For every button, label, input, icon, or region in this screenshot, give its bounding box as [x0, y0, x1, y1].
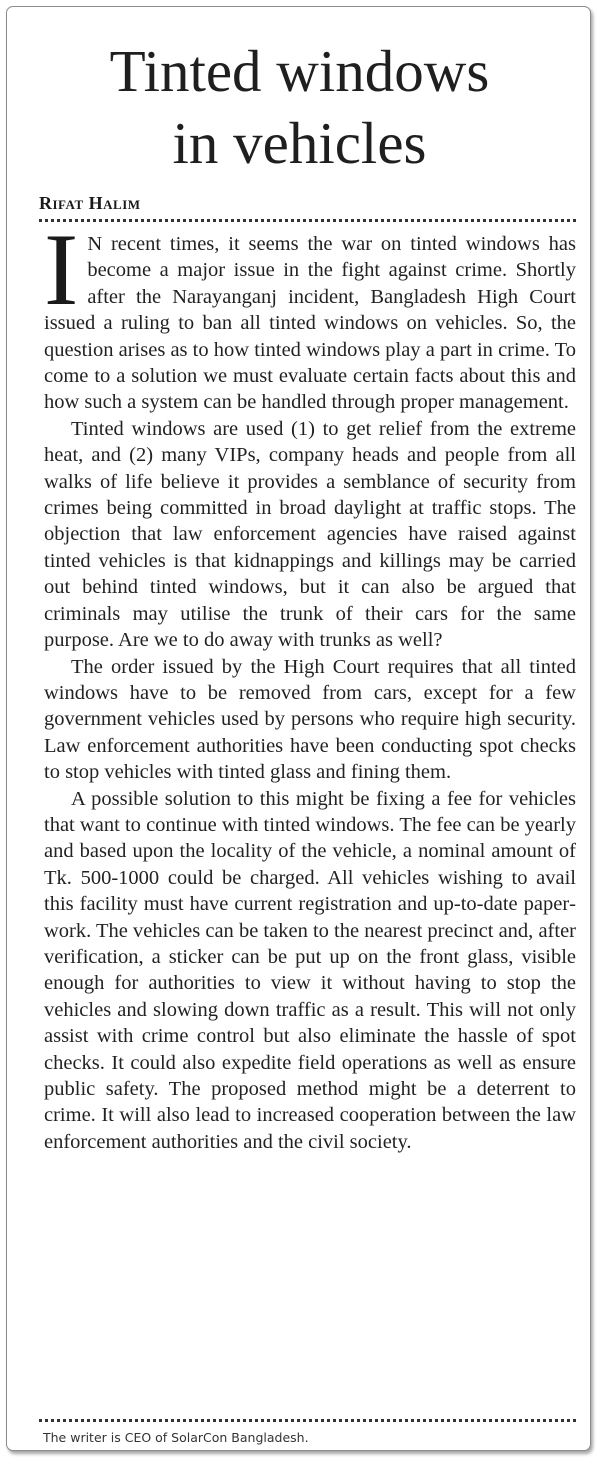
paragraph-2: Tinted windows are used (1) to get relief from the extreme heat, and (2) many VIPs, company heads and people from all walks of life believe it provides a semblance of security from crimes being committed in broad daylight at traffic stops. The objection that law enforcement agencies have raised against tinted vehicles is that kidnappings and killings may be carried out behind tinted windows, but it can also be argued that criminals may utilise the trunk of their cars for the same purpose. Are we to do away with trunks as well? — [44, 417, 576, 652]
article-headline — [17, 35, 582, 179]
headline-line-1: Tinted windows — [109, 38, 490, 104]
paragraph-1 — [44, 213, 576, 416]
bottom-dotted-divider — [39, 1419, 576, 1422]
paragraph-3: The order issued by the High Court requires that all tinted windows have to be removed from cars, except for a few government vehicles used by persons who require high security. Law enforcement authorities have been conducting spot checks to stop vehicles with tinted glass and fining them. — [44, 655, 576, 784]
paragraph-4: A possible solution to this might be fixing a fee for vehicles that want to continue with tinted windows. The fee can be yearly and based upon the locality of the vehicle, a nominal amount of Tk. 500-1000 could be charged. All vehicles wishing to avail this facility must have current registration and up-to-date paperwork. The vehicles can be taken to the nearest precinct and, after verification, a sticker can be put up on the front glass, visible enough for authorities to view it without having to stop the vehicles and slowing down traffic as a result. This will not only assist with crime control but also eliminate the hassle of spot checks. It could also expedite field operations as well as ensure public safety. The proposed method might be a deterrent to crime. It will also lead to increased cooperation between the law enforcement authorities and the civil society. — [44, 787, 576, 1153]
top-dotted-divider — [39, 219, 576, 222]
article-body — [44, 213, 576, 1155]
author-byline: Rifat Halim — [39, 193, 141, 213]
article-frame — [6, 6, 591, 1451]
headline-line-2: in vehicles — [172, 110, 427, 176]
paragraph-1-text: N recent times, it seems the war on tinted windows has become a major issue in the fight against crime. Shortly after the Narayanganj incident, Bangladesh High Court issued a ruling to ban all tinted windows on vehicles. So, the question arises as to how tinted windows play a part in crime. To come to a solution we must evaluate certain facts about this and how such a system can be handled through proper management. — [44, 233, 576, 414]
author-note: The writer is CEO of SolarCon Bangladesh. — [43, 1430, 309, 1445]
drop-cap: I — [44, 213, 79, 327]
